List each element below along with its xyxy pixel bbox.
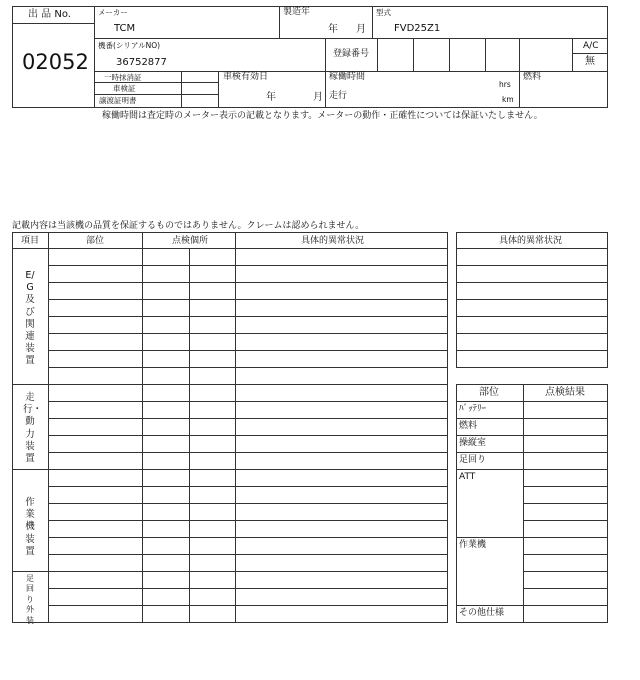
section-divider: [12, 571, 448, 572]
table-row: [48, 299, 448, 300]
year-label: 製造年: [283, 7, 311, 17]
divider: [218, 71, 219, 108]
table-row: [48, 367, 448, 368]
table-row: [48, 265, 448, 266]
divider: [485, 38, 486, 71]
divider: [94, 38, 608, 39]
table-row: [48, 401, 448, 402]
col-detail-header: 具体的異常状況: [301, 236, 365, 246]
divider: [94, 6, 95, 108]
divider: [48, 232, 49, 623]
section-work-equipment: 作業機装置: [25, 497, 35, 557]
table-row: [48, 418, 448, 419]
section-divider: [12, 384, 448, 385]
inspection-year: 年: [266, 92, 276, 103]
detail-table: [456, 232, 608, 368]
divider: [413, 38, 414, 71]
divider: [181, 71, 182, 108]
table-row: [48, 282, 448, 283]
divider: [456, 401, 608, 402]
table-row: [48, 333, 448, 334]
divider: [377, 38, 378, 71]
year-unit: 年: [328, 24, 338, 35]
table-row: [456, 316, 608, 317]
parts-row-undercarriage: 足回り: [459, 455, 487, 465]
divider: [12, 248, 448, 249]
divider: [235, 232, 236, 623]
table-row: [48, 452, 448, 453]
table-row: [456, 435, 608, 436]
divider: [142, 232, 143, 623]
col-item-header: 項目: [21, 236, 40, 246]
cert-label-inspection: 車検証: [113, 84, 136, 93]
inspection-month: 月: [313, 92, 323, 103]
model-label: 型式: [376, 8, 391, 17]
maker-label: メーカー: [98, 8, 128, 17]
quality-notice: 記載内容は当該機の品質を保証するものではありません。クレームは認められません。: [12, 221, 365, 231]
hours-label: 稼働時間: [329, 72, 366, 82]
divider: [519, 38, 520, 108]
hours-unit: hrs: [499, 80, 511, 89]
section-engine: E/G及び関連装置: [25, 270, 35, 367]
section-undercarriage: 足回り外装: [26, 574, 34, 625]
table-row: [48, 486, 448, 487]
table-row: [48, 435, 448, 436]
table-row: [48, 537, 448, 538]
divider: [456, 248, 608, 249]
parts-row-work-machine: 作業機: [459, 540, 487, 550]
table-row: [523, 520, 608, 521]
table-row: [523, 588, 608, 589]
parts-row-cab: 操縦室: [459, 438, 487, 448]
table-row: [48, 605, 448, 606]
parts-result-header: 点検結果: [545, 387, 585, 398]
table-row: [456, 299, 608, 300]
divider: [279, 6, 280, 38]
table-row: [456, 605, 608, 606]
table-row: [48, 588, 448, 589]
section-divider: [12, 469, 448, 470]
divider: [449, 38, 450, 71]
divider: [325, 71, 326, 108]
divider: [325, 38, 326, 71]
hours-notice: 稼働時間は査定時のメーター表示の記載となります。メーターの動作・正確性については保証いたしません。: [102, 111, 543, 121]
ac-value: 無: [585, 56, 595, 67]
divider: [372, 6, 373, 38]
table-row: [456, 333, 608, 334]
lot-label: 出 品 No.: [28, 9, 71, 20]
serial-value: 36752877: [116, 57, 167, 68]
divider: [94, 82, 218, 83]
table-row: [48, 520, 448, 521]
divider: [572, 53, 608, 54]
table-row: [456, 265, 608, 266]
reg-label: 登録番号: [333, 49, 370, 59]
table-row: [48, 503, 448, 504]
divider: [572, 38, 573, 71]
table-row: [456, 537, 608, 538]
fuel-label: 燃料: [523, 72, 542, 82]
col-part-header: 部位: [86, 236, 105, 246]
table-row: [48, 554, 448, 555]
parts-row-fuel: 燃料: [459, 421, 478, 431]
table-row: [523, 486, 608, 487]
serial-label: 機番(シリアルNO): [98, 41, 161, 50]
month-unit: 月: [356, 24, 366, 35]
ac-label: A/C: [583, 41, 599, 51]
detail-header: 具体的異常状況: [499, 236, 563, 246]
table-row: [456, 452, 608, 453]
lot-number: 02052: [22, 50, 89, 74]
section-drivetrain: 走行・動力装置: [23, 392, 43, 465]
divider: [94, 94, 218, 95]
table-row: [523, 554, 608, 555]
parts-part-header: 部位: [479, 387, 499, 398]
table-row: [456, 469, 608, 470]
maker-value: TCM: [114, 23, 136, 34]
parts-row-other-specs: その他仕様: [459, 608, 505, 618]
table-row: [456, 418, 608, 419]
cert-label-transfer: 譲渡証明書: [99, 96, 137, 105]
table-row: [456, 282, 608, 283]
table-row: [523, 571, 608, 572]
travel-unit: km: [502, 95, 514, 104]
table-row: [48, 350, 448, 351]
table-row: [523, 503, 608, 504]
travel-label: 走行: [329, 91, 348, 101]
inspection-label: 車検有効日: [223, 72, 269, 82]
inspection-table: [12, 232, 448, 623]
col-point-header: 点検個所: [172, 236, 209, 246]
table-row: [456, 350, 608, 351]
parts-row-att: ATT: [459, 472, 476, 482]
divider: [12, 23, 94, 24]
parts-row-battery: ﾊﾞｯﾃﾘｰ: [459, 404, 487, 414]
table-row: [48, 316, 448, 317]
model-value: FVD25Z1: [394, 23, 441, 34]
cert-label-temp-delete: 一時抹消証: [104, 73, 142, 82]
